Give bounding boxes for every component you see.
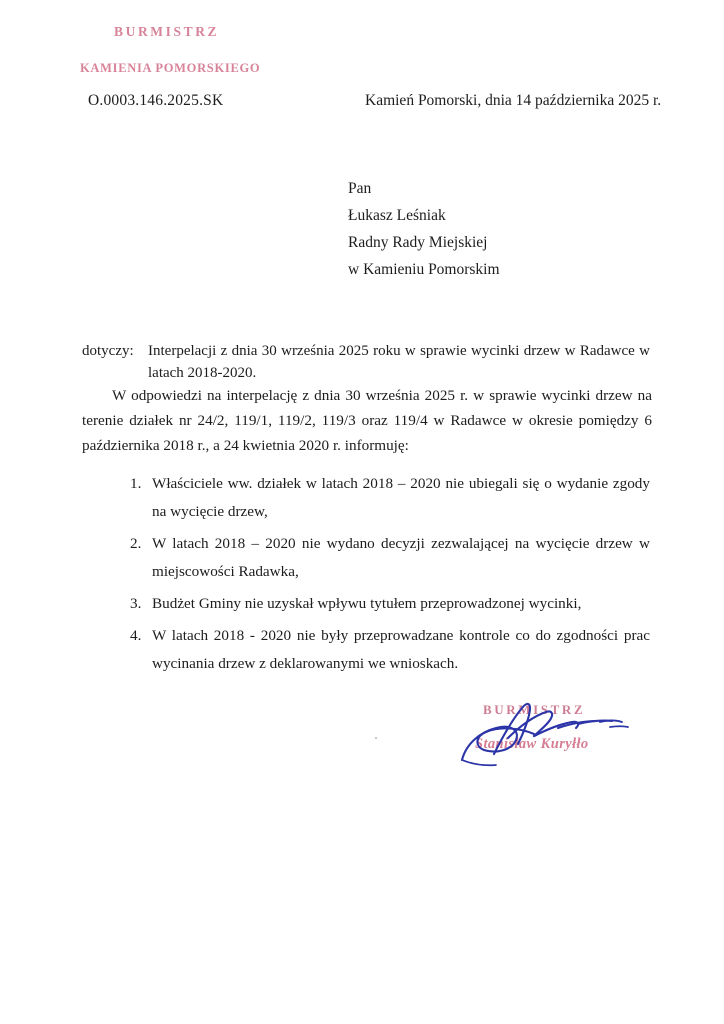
subject-line	[82, 340, 650, 384]
list-item-marker: 1.	[130, 475, 142, 492]
list-item-text: Budżet Gminy nie uzyskał wpływu tytułem przeprowadzonej wycinki,	[152, 595, 582, 612]
list-item-marker: 4.	[130, 627, 142, 644]
list-item	[130, 590, 650, 618]
subject-label: dotyczy:	[82, 343, 134, 359]
place-and-date: Kamień Pomorski, dnia 14 października 2025 r.	[365, 92, 662, 109]
subject-text: Interpelacji z dnia 30 września 2025 roku w sprawie wycinki drzew w Radawce w latach 2018-2020.	[148, 343, 650, 381]
reference-number: O.0003.146.2025.SK	[88, 92, 224, 109]
addressee-role: Radny Rady Miejskiej	[348, 234, 488, 251]
list-item	[130, 530, 650, 586]
signature-stamp-name: Stanisław Kuryłło	[475, 736, 589, 752]
signature-stamp-title: BURMISTRZ	[483, 702, 586, 717]
scan-speck	[375, 737, 377, 739]
list-item-marker: 2.	[130, 535, 142, 552]
body-paragraph: W odpowiedzi na interpelację z dnia 30 września 2025 r. w sprawie wycinki drzew na terenie działek nr 24/2, 119/1, 119/2, 119/3 oraz 119/4 w Radawce w okresie pomiędzy 6 października 2018 r., a 24 kwietnia 2020 r. informuję:	[82, 387, 652, 454]
list-item-text: W latach 2018 - 2020 nie były przeprowadzane kontrole co do zgodności prac wycinania drzew z deklarowanymi we wnioskach.	[152, 627, 650, 672]
list-item	[130, 622, 650, 678]
list-item	[130, 470, 650, 526]
letterhead-stamp	[0, 24, 300, 76]
addressee-block	[348, 175, 500, 283]
numbered-points-list	[130, 470, 650, 682]
signature-block	[455, 698, 655, 778]
list-item-text: Właściciele ww. działek w latach 2018 – 2020 nie ubiegali się o wydanie zgody na wycięcie drzew,	[152, 475, 650, 520]
list-item-text: W latach 2018 – 2020 nie wydano decyzji zezwalającej na wycięcie drzew w miejscowości Radawka,	[152, 535, 650, 580]
letterhead-line-2: KAMIENIA POMORSKIEGO	[80, 61, 261, 75]
addressee-location: w Kamieniu Pomorskim	[348, 261, 500, 278]
addressee-name: Łukasz Leśniak	[348, 207, 446, 224]
addressee-title: Pan	[348, 180, 372, 197]
letterhead-line-1: BURMISTRZ	[114, 24, 220, 39]
list-item-marker: 3.	[130, 595, 142, 612]
